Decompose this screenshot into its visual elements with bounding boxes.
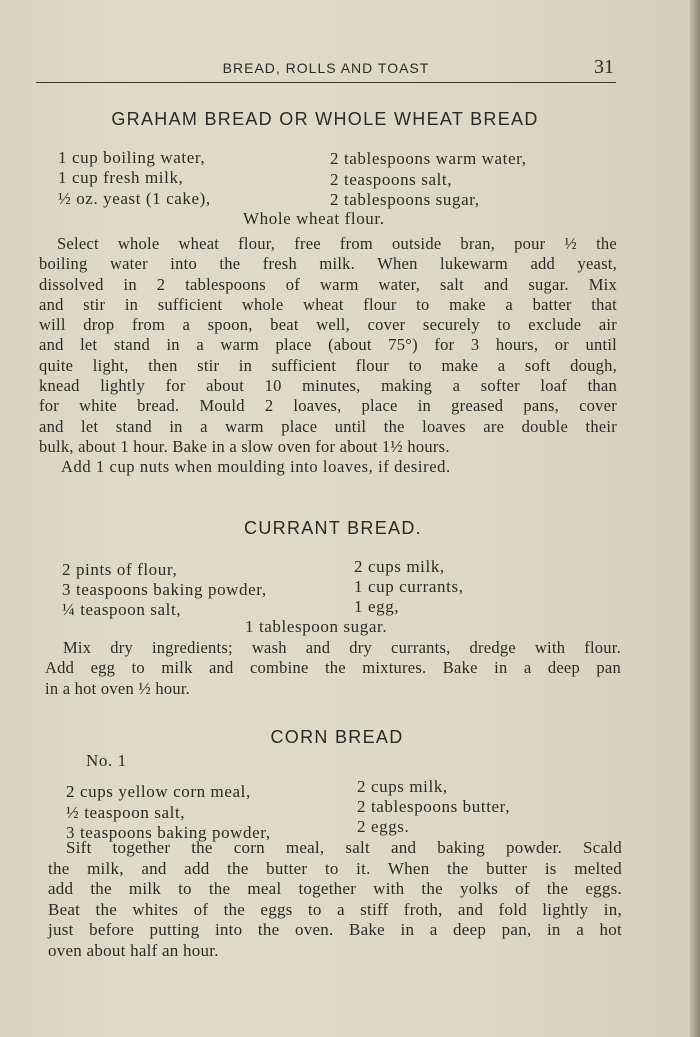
text-line: bulk, about 1 hour. Bake in a slow oven for about 1½ hours. [39,436,450,456]
ingredient-line: ¼ teaspoon salt, [62,600,182,619]
text-line: for white bread. Mould 2 loaves, place in greased pans, cover [39,396,617,416]
text-line: quite light, then stir in sufficient flour to make a soft dough, [39,355,617,375]
ingredient-line: 2 teaspoons salt, [330,170,453,189]
ingredient-line: 1 cup fresh milk, [58,168,184,187]
corn-method-paragraph [48,838,622,961]
text-line: and stir in sufficient whole wheat flour to make a batter that [39,294,617,314]
ingredient-line: 2 cups milk, [354,557,445,576]
ingredient-line: ½ oz. yeast (1 cake), [58,189,211,208]
text-line: knead lightly for about 10 minutes, making a softer loaf than [39,376,617,396]
text-line: and let stand in a warm place until the loaves are double their [39,416,617,436]
text-line: will drop from a spoon, beat well, cover securely to exclude air [39,315,617,335]
ingredient-line: 2 tablespoons butter, [357,797,511,816]
text-line: dissolved in 2 tablespoons of warm water, salt and sugar. Mix [39,274,617,294]
currant-bread-title: CURRANT BREAD. [244,518,422,538]
ingredient-line: 1 tablespoon sugar. [245,617,388,636]
ingredient-line: 2 pints of flour, [62,560,178,579]
ingredient-line: 2 eggs. [357,817,410,836]
text-line: add the milk to the meal together with the yolks of the eggs. [48,879,622,898]
text-line: just before putting into the oven. Bake in a deep pan, in a hot [48,920,622,939]
ingredient-line: 2 cups milk, [357,777,448,796]
ingredient-line: 1 egg, [354,597,400,616]
page-number: 31 [594,56,614,78]
ingredient-line: ½ teaspoon salt, [66,803,186,822]
page-header [36,58,616,83]
ingredient-line: 2 tablespoons warm water, [330,149,527,168]
ingredient-line: 3 teaspoons baking powder, [66,823,271,842]
graham-bread-title: GRAHAM BREAD OR WHOLE WHEAT BREAD [111,109,539,129]
currant-method-paragraph [45,638,621,699]
ingredient-line: 2 tablespoons sugar, [330,190,480,209]
ingredient-line: 3 teaspoons baking powder, [62,580,267,599]
text-line: boiling water into the fresh milk. When lukewarm add yeast, [39,254,617,274]
text-line: Add egg to milk and combine the mixtures. Bake in a deep pan [45,658,621,678]
ingredient-line: 1 cup currants, [354,577,464,596]
graham-note: Add 1 cup nuts when moulding into loaves, if desired. [61,457,451,476]
text-line: the milk, and add the butter to it. When the butter is melted [48,858,622,878]
ingredient-line: Whole wheat flour. [243,209,385,228]
page-edge [690,0,700,1037]
corn-bread-subtitle: No. 1 [86,751,127,770]
text-line: Select whole wheat flour, free from outside bran, pour ½ the [57,234,617,253]
running-title: BREAD, ROLLS AND TOAST [222,60,430,76]
text-line: Beat the whites of the eggs to a stiff froth, and fold lightly in, [48,899,622,919]
text-line: oven about half an hour. [48,940,219,960]
text-line: Mix dry ingredients; wash and dry currants, dredge with flour. [63,638,621,657]
text-line: and let stand in a warm place (about 75°) for 3 hours, or until [39,335,617,355]
ingredient-line: 1 cup boiling water, [58,148,206,167]
graham-method-paragraph [39,234,617,457]
text-line: Sift together the corn meal, salt and baking powder. Scald [66,838,622,857]
text-line: in a hot oven ½ hour. [45,678,191,698]
corn-bread-title: CORN BREAD [270,727,404,747]
ingredient-line: 2 cups yellow corn meal, [66,782,251,801]
